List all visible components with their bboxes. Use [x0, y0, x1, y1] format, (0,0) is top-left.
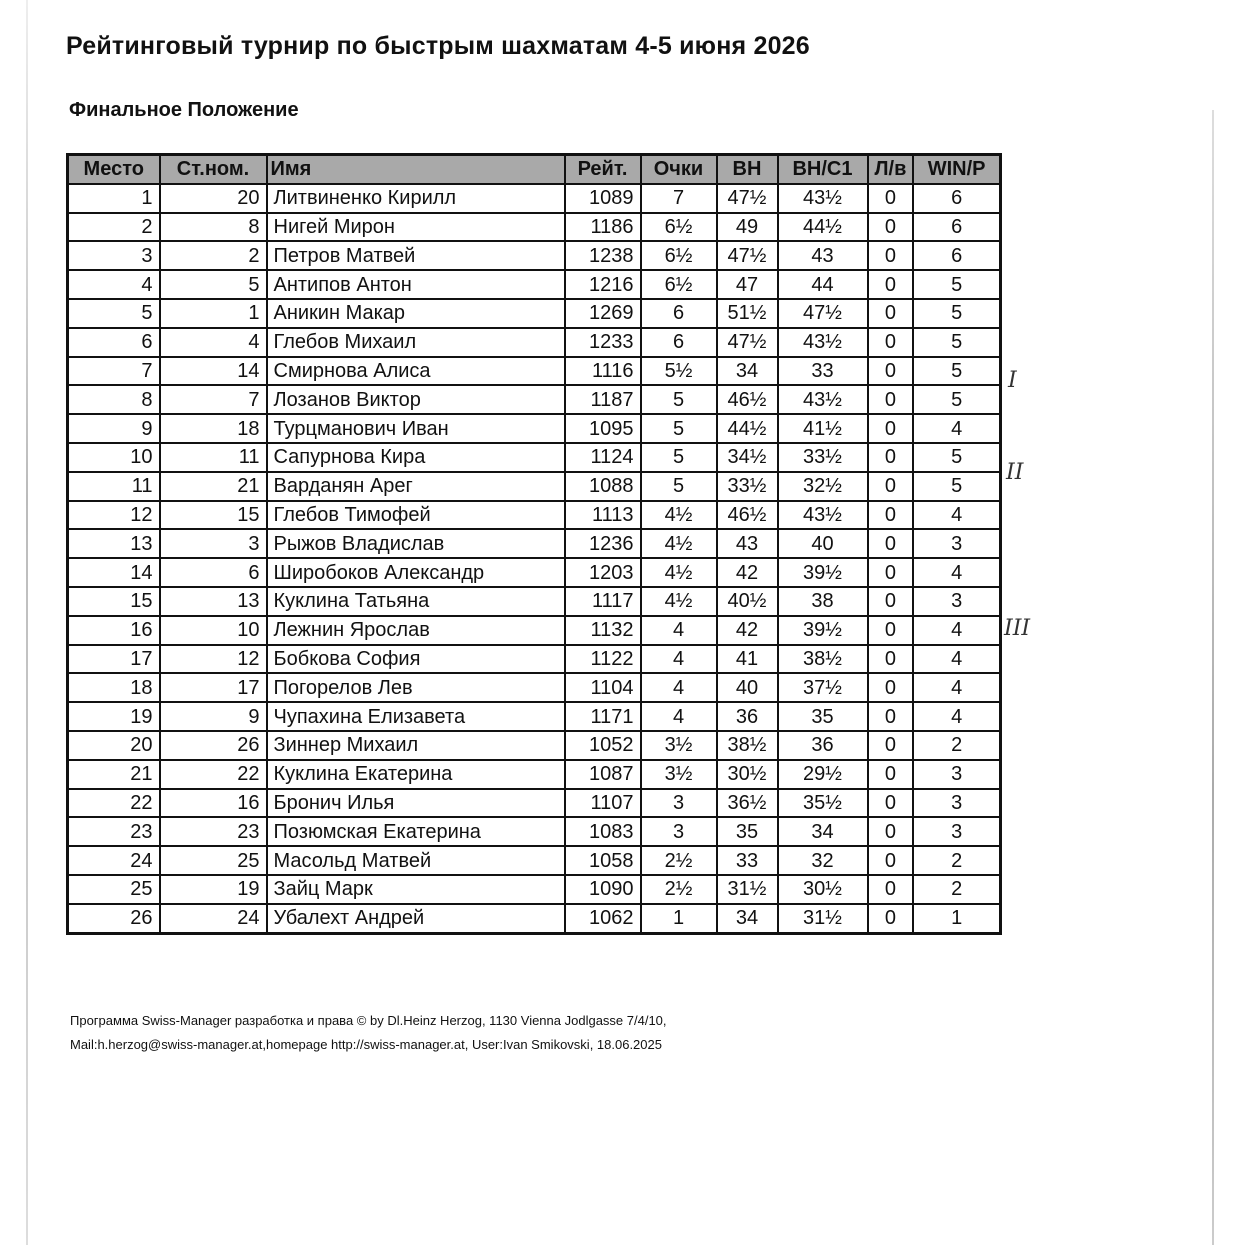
table-row [68, 385, 1001, 414]
table-row [68, 731, 1001, 760]
col-bh-cell: 34 [717, 904, 778, 933]
header-name: Имя [267, 155, 565, 184]
header-points: Очки [641, 155, 717, 184]
col-win-p-cell: 3 [913, 817, 1000, 846]
col-bh-c1-cell: 35½ [778, 789, 868, 818]
col-start-number-cell: 25 [160, 846, 267, 875]
col-lv-cell: 0 [868, 731, 914, 760]
col-points-cell: 5 [641, 472, 717, 501]
col-bh-cell: 43 [717, 529, 778, 558]
col-points-cell: 7 [641, 184, 717, 213]
col-win-p-cell: 4 [913, 558, 1000, 587]
col-bh-cell: 46½ [717, 501, 778, 530]
col-start-number-cell: 11 [160, 443, 267, 472]
col-place-cell: 25 [68, 875, 160, 904]
col-rating-cell: 1116 [565, 357, 641, 386]
col-points-cell: 4½ [641, 529, 717, 558]
col-rating-cell: 1089 [565, 184, 641, 213]
col-bh-c1-cell: 39½ [778, 558, 868, 587]
col-win-p-cell: 5 [913, 299, 1000, 328]
table-row [68, 299, 1001, 328]
col-bh-c1-cell: 38½ [778, 645, 868, 674]
col-points-cell: 6½ [641, 213, 717, 242]
table-row [68, 645, 1001, 674]
col-points-cell: 4 [641, 673, 717, 702]
col-win-p-cell: 4 [913, 673, 1000, 702]
col-bh-c1-cell: 47½ [778, 299, 868, 328]
col-lv-cell: 0 [868, 299, 914, 328]
col-win-p-cell: 6 [913, 241, 1000, 270]
col-bh-c1-cell: 31½ [778, 904, 868, 933]
table-row [68, 213, 1001, 242]
table-row [68, 357, 1001, 386]
col-bh-cell: 47½ [717, 241, 778, 270]
col-rating-cell: 1216 [565, 270, 641, 299]
table-row [68, 184, 1001, 213]
col-place-cell: 17 [68, 645, 160, 674]
col-bh-c1-cell: 38 [778, 587, 868, 616]
col-rating-cell: 1107 [565, 789, 641, 818]
col-win-p-cell: 5 [913, 443, 1000, 472]
col-lv-cell: 0 [868, 241, 914, 270]
col-win-p-cell: 4 [913, 414, 1000, 443]
col-place-cell: 3 [68, 241, 160, 270]
header-row [68, 155, 1001, 184]
col-points-cell: 4½ [641, 587, 717, 616]
col-win-p-cell: 3 [913, 587, 1000, 616]
table-row [68, 616, 1001, 645]
table-row [68, 904, 1001, 933]
col-start-number-cell: 8 [160, 213, 267, 242]
col-rating-cell: 1186 [565, 213, 641, 242]
col-lv-cell: 0 [868, 357, 914, 386]
col-bh-cell: 44½ [717, 414, 778, 443]
col-name-cell: Лозанов Виктор [267, 385, 565, 414]
col-lv-cell: 0 [868, 443, 914, 472]
col-bh-c1-cell: 32 [778, 846, 868, 875]
col-win-p-cell: 3 [913, 529, 1000, 558]
col-bh-cell: 36½ [717, 789, 778, 818]
col-rating-cell: 1087 [565, 760, 641, 789]
table-row [68, 789, 1001, 818]
col-points-cell: 4½ [641, 501, 717, 530]
col-name-cell: Антипов Антон [267, 270, 565, 299]
col-rating-cell: 1124 [565, 443, 641, 472]
col-points-cell: 5½ [641, 357, 717, 386]
col-lv-cell: 0 [868, 817, 914, 846]
col-bh-c1-cell: 44½ [778, 213, 868, 242]
col-points-cell: 2½ [641, 846, 717, 875]
col-points-cell: 4 [641, 616, 717, 645]
col-bh-cell: 41 [717, 645, 778, 674]
col-bh-cell: 40 [717, 673, 778, 702]
col-place-cell: 23 [68, 817, 160, 846]
col-rating-cell: 1187 [565, 385, 641, 414]
col-rating-cell: 1083 [565, 817, 641, 846]
col-bh-c1-cell: 40 [778, 529, 868, 558]
col-start-number-cell: 18 [160, 414, 267, 443]
col-bh-c1-cell: 30½ [778, 875, 868, 904]
table-row [68, 702, 1001, 731]
col-rating-cell: 1269 [565, 299, 641, 328]
table-row [68, 817, 1001, 846]
col-start-number-cell: 20 [160, 184, 267, 213]
col-bh-c1-cell: 43 [778, 241, 868, 270]
col-lv-cell: 0 [868, 213, 914, 242]
col-place-cell: 2 [68, 213, 160, 242]
col-rating-cell: 1052 [565, 731, 641, 760]
table-row [68, 587, 1001, 616]
table-row [68, 414, 1001, 443]
table-row [68, 443, 1001, 472]
table-row [68, 673, 1001, 702]
table-row [68, 558, 1001, 587]
col-rating-cell: 1090 [565, 875, 641, 904]
table-row [68, 328, 1001, 357]
col-lv-cell: 0 [868, 645, 914, 674]
footer-line-2: Mail:h.herzog@swiss-manager.at,homepage http://swiss-manager.at, User:Ivan Smikovski, 18.06.2025 [70, 1037, 662, 1052]
col-lv-cell: 0 [868, 270, 914, 299]
col-bh-c1-cell: 37½ [778, 673, 868, 702]
col-name-cell: Глебов Тимофей [267, 501, 565, 530]
col-bh-cell: 36 [717, 702, 778, 731]
col-lv-cell: 0 [868, 529, 914, 558]
col-rating-cell: 1122 [565, 645, 641, 674]
col-lv-cell: 0 [868, 414, 914, 443]
col-lv-cell: 0 [868, 760, 914, 789]
col-win-p-cell: 5 [913, 270, 1000, 299]
col-rating-cell: 1088 [565, 472, 641, 501]
col-bh-cell: 47½ [717, 184, 778, 213]
col-points-cell: 3½ [641, 731, 717, 760]
col-name-cell: Куклина Татьяна [267, 587, 565, 616]
document-title: Рейтинговый турнир по быстрым шахматам 4-5 июня 2026 [66, 32, 810, 60]
header-win-p: WIN/P [913, 155, 1000, 184]
col-points-cell: 3 [641, 789, 717, 818]
table-row [68, 501, 1001, 530]
col-start-number-cell: 9 [160, 702, 267, 731]
col-name-cell: Широбоков Александр [267, 558, 565, 587]
col-bh-c1-cell: 43½ [778, 328, 868, 357]
col-rating-cell: 1203 [565, 558, 641, 587]
col-rating-cell: 1095 [565, 414, 641, 443]
col-lv-cell: 0 [868, 385, 914, 414]
table-row [68, 270, 1001, 299]
col-start-number-cell: 7 [160, 385, 267, 414]
col-bh-c1-cell: 43½ [778, 385, 868, 414]
col-place-cell: 9 [68, 414, 160, 443]
col-lv-cell: 0 [868, 702, 914, 731]
col-place-cell: 12 [68, 501, 160, 530]
col-place-cell: 7 [68, 357, 160, 386]
standings-table [66, 153, 1002, 935]
col-name-cell: Позюмская Екатерина [267, 817, 565, 846]
col-win-p-cell: 5 [913, 328, 1000, 357]
col-bh-cell: 31½ [717, 875, 778, 904]
col-lv-cell: 0 [868, 558, 914, 587]
col-bh-cell: 34½ [717, 443, 778, 472]
col-bh-c1-cell: 36 [778, 731, 868, 760]
col-rating-cell: 1058 [565, 846, 641, 875]
col-win-p-cell: 2 [913, 731, 1000, 760]
col-lv-cell: 0 [868, 789, 914, 818]
col-name-cell: Смирнова Алиса [267, 357, 565, 386]
col-start-number-cell: 2 [160, 241, 267, 270]
col-place-cell: 18 [68, 673, 160, 702]
table-row [68, 529, 1001, 558]
col-name-cell: Варданян Арег [267, 472, 565, 501]
col-name-cell: Глебов Михаил [267, 328, 565, 357]
col-start-number-cell: 24 [160, 904, 267, 933]
col-start-number-cell: 14 [160, 357, 267, 386]
col-lv-cell: 0 [868, 184, 914, 213]
col-name-cell: Петров Матвей [267, 241, 565, 270]
col-points-cell: 5 [641, 385, 717, 414]
col-bh-cell: 30½ [717, 760, 778, 789]
col-points-cell: 5 [641, 414, 717, 443]
col-start-number-cell: 6 [160, 558, 267, 587]
col-win-p-cell: 4 [913, 501, 1000, 530]
col-lv-cell: 0 [868, 472, 914, 501]
col-start-number-cell: 3 [160, 529, 267, 558]
col-lv-cell: 0 [868, 501, 914, 530]
col-start-number-cell: 10 [160, 616, 267, 645]
col-name-cell: Турцманович Иван [267, 414, 565, 443]
col-bh-c1-cell: 35 [778, 702, 868, 731]
page-scan-edge-left [26, 0, 28, 1245]
col-start-number-cell: 12 [160, 645, 267, 674]
col-name-cell: Бронич Илья [267, 789, 565, 818]
col-name-cell: Убалехт Андрей [267, 904, 565, 933]
col-points-cell: 4 [641, 702, 717, 731]
col-win-p-cell: 4 [913, 616, 1000, 645]
col-start-number-cell: 23 [160, 817, 267, 846]
col-bh-c1-cell: 39½ [778, 616, 868, 645]
col-points-cell: 5 [641, 443, 717, 472]
col-start-number-cell: 5 [160, 270, 267, 299]
col-bh-cell: 42 [717, 558, 778, 587]
col-win-p-cell: 1 [913, 904, 1000, 933]
col-lv-cell: 0 [868, 846, 914, 875]
header-bh-c1: ВН/С1 [778, 155, 868, 184]
col-place-cell: 20 [68, 731, 160, 760]
col-name-cell: Зиннер Михаил [267, 731, 565, 760]
col-rating-cell: 1233 [565, 328, 641, 357]
standings-header [68, 155, 1001, 184]
col-lv-cell: 0 [868, 616, 914, 645]
col-bh-c1-cell: 33½ [778, 443, 868, 472]
col-lv-cell: 0 [868, 587, 914, 616]
col-win-p-cell: 3 [913, 760, 1000, 789]
col-name-cell: Бобкова София [267, 645, 565, 674]
col-bh-cell: 35 [717, 817, 778, 846]
col-bh-cell: 46½ [717, 385, 778, 414]
col-start-number-cell: 4 [160, 328, 267, 357]
col-start-number-cell: 1 [160, 299, 267, 328]
col-bh-cell: 33 [717, 846, 778, 875]
col-bh-cell: 47½ [717, 328, 778, 357]
table-row [68, 875, 1001, 904]
col-place-cell: 16 [68, 616, 160, 645]
col-lv-cell: 0 [868, 904, 914, 933]
col-place-cell: 19 [68, 702, 160, 731]
col-lv-cell: 0 [868, 875, 914, 904]
col-win-p-cell: 5 [913, 357, 1000, 386]
col-name-cell: Рыжов Владислав [267, 529, 565, 558]
col-bh-cell: 33½ [717, 472, 778, 501]
document-subtitle: Финальное Положение [69, 99, 299, 121]
col-rating-cell: 1236 [565, 529, 641, 558]
col-points-cell: 3 [641, 817, 717, 846]
col-rating-cell: 1238 [565, 241, 641, 270]
col-place-cell: 6 [68, 328, 160, 357]
col-bh-cell: 38½ [717, 731, 778, 760]
col-win-p-cell: 6 [913, 213, 1000, 242]
col-bh-c1-cell: 32½ [778, 472, 868, 501]
col-bh-c1-cell: 43½ [778, 501, 868, 530]
col-start-number-cell: 17 [160, 673, 267, 702]
col-bh-c1-cell: 29½ [778, 760, 868, 789]
col-name-cell: Литвиненко Кирилл [267, 184, 565, 213]
col-place-cell: 1 [68, 184, 160, 213]
col-place-cell: 15 [68, 587, 160, 616]
col-place-cell: 4 [68, 270, 160, 299]
col-bh-cell: 40½ [717, 587, 778, 616]
col-place-cell: 5 [68, 299, 160, 328]
col-bh-c1-cell: 34 [778, 817, 868, 846]
table-row [68, 760, 1001, 789]
col-points-cell: 6 [641, 299, 717, 328]
col-place-cell: 24 [68, 846, 160, 875]
col-points-cell: 3½ [641, 760, 717, 789]
standings-body [68, 184, 1001, 933]
col-name-cell: Зайц Марк [267, 875, 565, 904]
col-win-p-cell: 4 [913, 702, 1000, 731]
col-start-number-cell: 15 [160, 501, 267, 530]
col-start-number-cell: 21 [160, 472, 267, 501]
col-place-cell: 14 [68, 558, 160, 587]
col-rating-cell: 1132 [565, 616, 641, 645]
col-win-p-cell: 4 [913, 645, 1000, 674]
header-lv: Л/в [868, 155, 914, 184]
col-rating-cell: 1117 [565, 587, 641, 616]
col-place-cell: 13 [68, 529, 160, 558]
col-name-cell: Чупахина Елизавета [267, 702, 565, 731]
col-place-cell: 10 [68, 443, 160, 472]
col-name-cell: Масольд Матвей [267, 846, 565, 875]
handwritten-note: III [1004, 616, 1031, 641]
col-rating-cell: 1113 [565, 501, 641, 530]
col-win-p-cell: 6 [913, 184, 1000, 213]
col-place-cell: 21 [68, 760, 160, 789]
col-start-number-cell: 19 [160, 875, 267, 904]
header-start-number: Ст.ном. [160, 155, 267, 184]
col-bh-c1-cell: 44 [778, 270, 868, 299]
col-bh-c1-cell: 33 [778, 357, 868, 386]
col-win-p-cell: 5 [913, 472, 1000, 501]
col-place-cell: 11 [68, 472, 160, 501]
col-win-p-cell: 2 [913, 875, 1000, 904]
col-start-number-cell: 16 [160, 789, 267, 818]
col-bh-cell: 34 [717, 357, 778, 386]
col-name-cell: Аникин Макар [267, 299, 565, 328]
header-place: Место [68, 155, 160, 184]
col-rating-cell: 1062 [565, 904, 641, 933]
col-points-cell: 1 [641, 904, 717, 933]
col-rating-cell: 1171 [565, 702, 641, 731]
col-place-cell: 26 [68, 904, 160, 933]
col-name-cell: Лежнин Ярослав [267, 616, 565, 645]
col-points-cell: 4 [641, 645, 717, 674]
col-bh-c1-cell: 43½ [778, 184, 868, 213]
header-bh: ВН [717, 155, 778, 184]
col-win-p-cell: 5 [913, 385, 1000, 414]
col-bh-cell: 42 [717, 616, 778, 645]
footer-line-1: Программа Swiss-Manager разработка и права © by Dl.Heinz Herzog, 1130 Vienna Jodlgasse 7/4/10, [70, 1013, 667, 1028]
col-rating-cell: 1104 [565, 673, 641, 702]
page-scan-edge-right [1212, 110, 1214, 1245]
col-points-cell: 6 [641, 328, 717, 357]
col-name-cell: Сапурнова Кира [267, 443, 565, 472]
col-start-number-cell: 13 [160, 587, 267, 616]
col-points-cell: 6½ [641, 241, 717, 270]
col-win-p-cell: 3 [913, 789, 1000, 818]
header-rating: Рейт. [565, 155, 641, 184]
col-points-cell: 2½ [641, 875, 717, 904]
col-place-cell: 22 [68, 789, 160, 818]
col-start-number-cell: 22 [160, 760, 267, 789]
col-points-cell: 4½ [641, 558, 717, 587]
col-start-number-cell: 26 [160, 731, 267, 760]
handwritten-note: I [1008, 368, 1017, 393]
handwritten-note: II [1006, 460, 1024, 485]
table-row [68, 472, 1001, 501]
col-points-cell: 6½ [641, 270, 717, 299]
col-lv-cell: 0 [868, 328, 914, 357]
col-name-cell: Нигей Мирон [267, 213, 565, 242]
col-bh-cell: 51½ [717, 299, 778, 328]
col-lv-cell: 0 [868, 673, 914, 702]
col-bh-cell: 49 [717, 213, 778, 242]
col-name-cell: Куклина Екатерина [267, 760, 565, 789]
col-place-cell: 8 [68, 385, 160, 414]
table-row [68, 241, 1001, 270]
col-win-p-cell: 2 [913, 846, 1000, 875]
table-row [68, 846, 1001, 875]
col-bh-c1-cell: 41½ [778, 414, 868, 443]
col-bh-cell: 47 [717, 270, 778, 299]
col-name-cell: Погорелов Лев [267, 673, 565, 702]
